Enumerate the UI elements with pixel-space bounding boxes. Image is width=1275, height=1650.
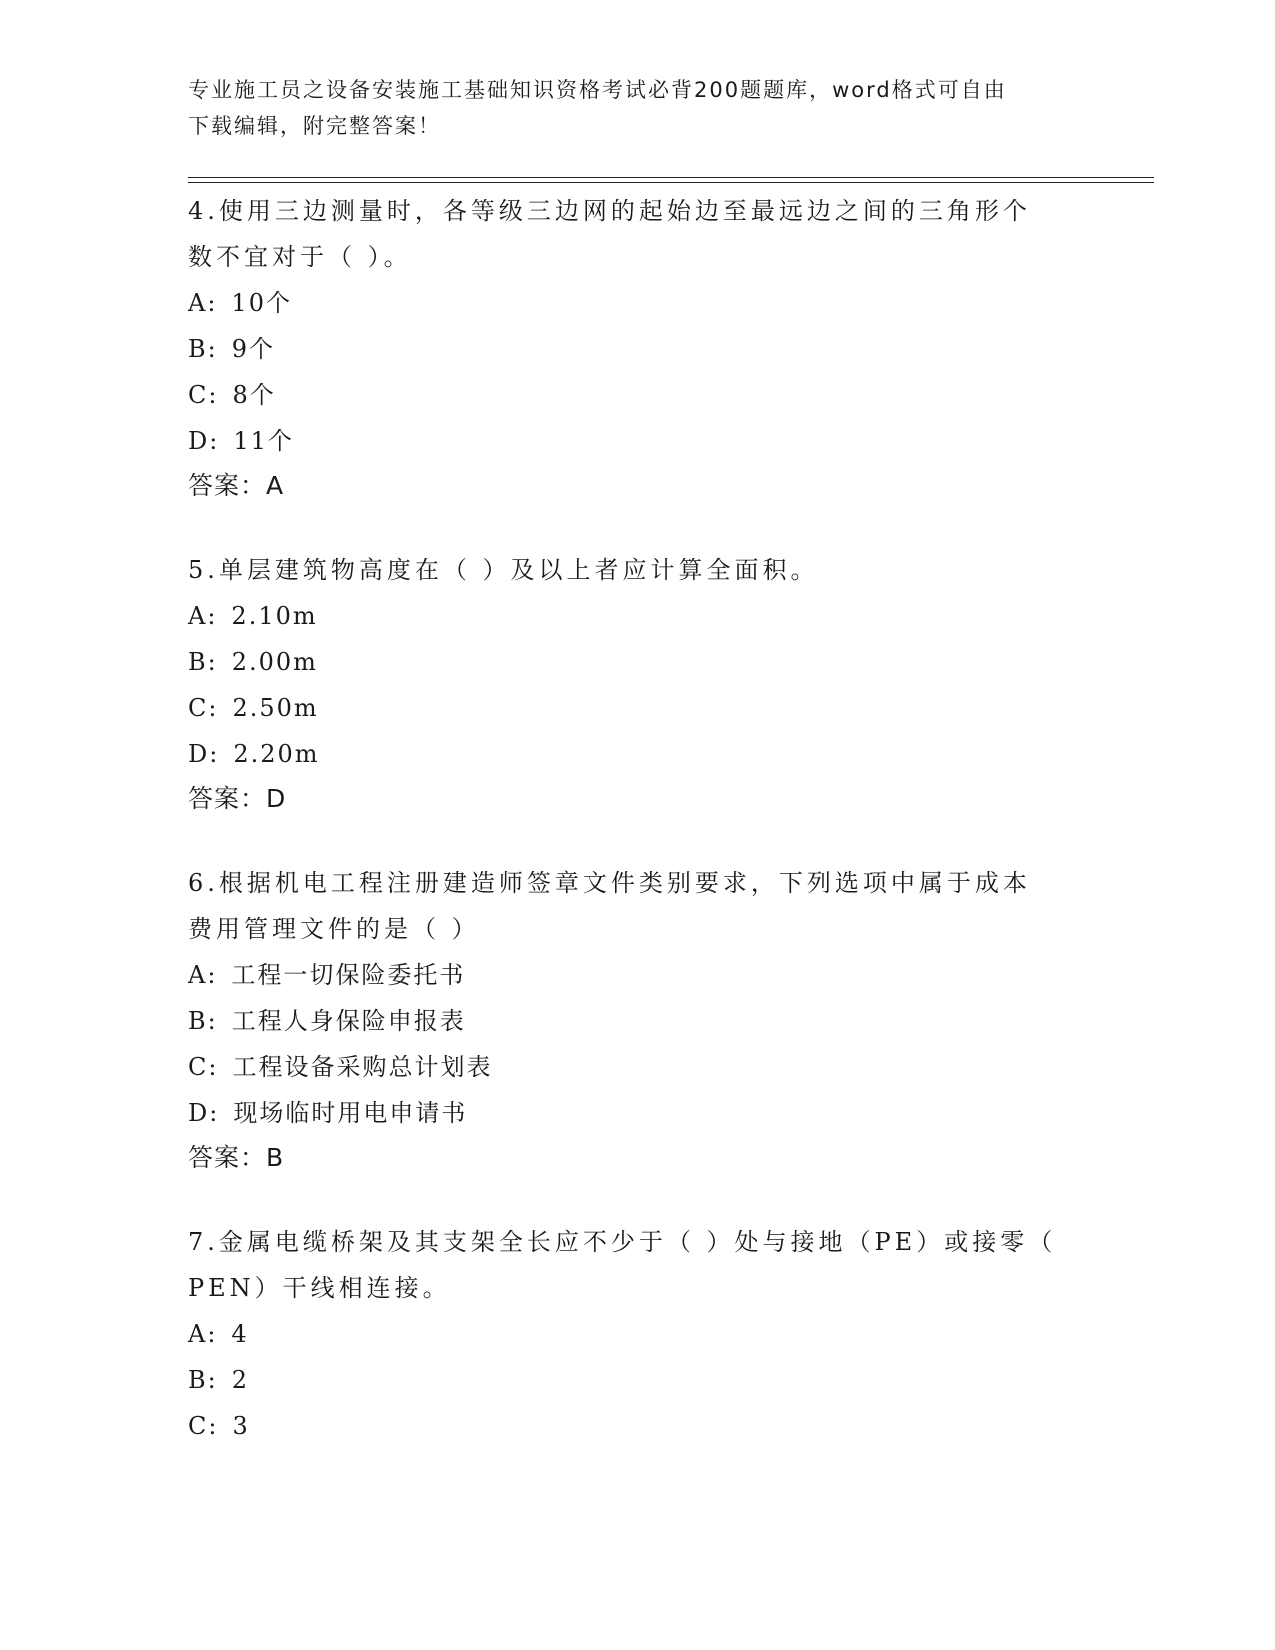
option-d — [188, 418, 1088, 464]
option-key: C: — [188, 381, 219, 409]
option-key: A: — [188, 961, 218, 989]
option-a — [188, 952, 1088, 998]
option-text: 2.50m — [232, 694, 319, 722]
option-key: C: — [188, 1412, 219, 1440]
option-key: A: — [188, 1320, 218, 1348]
option-text: 现场临时用电申请书 — [233, 1099, 468, 1127]
option-text: 8个 — [232, 381, 276, 409]
option-c — [188, 685, 1088, 731]
option-b — [188, 998, 1088, 1044]
option-key: D: — [188, 427, 220, 455]
option-text: 4 — [231, 1320, 249, 1348]
option-d — [188, 731, 1088, 777]
question-stem-line: 4.使用三边测量时，各等级三边网的起始边至最远边之间的三角形个 — [188, 197, 1031, 225]
option-key: B: — [188, 1366, 218, 1394]
question-7 — [188, 1219, 1088, 1449]
option-key: B: — [188, 648, 218, 676]
option-text: 3 — [232, 1412, 250, 1440]
option-b — [188, 639, 1088, 685]
document-header — [188, 72, 1068, 144]
question-stem-line: PEN）干线相连接。 — [188, 1274, 451, 1302]
option-text: 工程人身保险申报表 — [231, 1007, 466, 1035]
option-text: 工程一切保险委托书 — [231, 961, 466, 989]
option-text: 工程设备采购总计划表 — [232, 1053, 493, 1081]
option-key: D: — [188, 740, 220, 768]
option-key: A: — [188, 602, 218, 630]
option-c — [188, 1044, 1088, 1090]
option-a — [188, 1311, 1088, 1357]
option-text: 2.20m — [233, 740, 320, 768]
header-divider-top — [188, 177, 1154, 178]
option-text: 2 — [231, 1366, 250, 1394]
question-stem-line: 7.金属电缆桥架及其支架全长应不少于（ ）处与接地（PE）或接零（ — [188, 1228, 1057, 1256]
answer-line: 答案：A — [188, 471, 285, 500]
header-divider-bottom — [188, 182, 1154, 183]
option-key: B: — [188, 335, 218, 363]
option-b — [188, 326, 1088, 372]
option-b — [188, 1357, 1088, 1403]
option-c — [188, 1403, 1088, 1449]
header-line-2: 下载编辑，附完整答案！ — [188, 114, 441, 138]
option-text: 2.00m — [231, 648, 318, 676]
option-key: A: — [188, 289, 218, 317]
question-list — [188, 188, 1088, 1488]
question-stem-line: 费用管理文件的是（ ） — [188, 915, 480, 943]
option-d — [188, 1090, 1088, 1136]
option-key: B: — [188, 1007, 218, 1035]
option-text: 9个 — [231, 335, 276, 363]
question-stem-line: 6.根据机电工程注册建造师签章文件类别要求，下列选项中属于成本 — [188, 869, 1031, 897]
option-key: C: — [188, 1053, 219, 1081]
question-6 — [188, 860, 1088, 1180]
option-c — [188, 372, 1088, 418]
question-4 — [188, 188, 1088, 508]
header-line-1: 专业施工员之设备安装施工基础知识资格考试必背200题题库，word格式可自由 — [188, 78, 1007, 102]
question-stem-line: 5.单层建筑物高度在（ ）及以上者应计算全面积。 — [188, 556, 819, 584]
answer-line: 答案：D — [188, 784, 287, 813]
option-key: D: — [188, 1099, 220, 1127]
option-text: 2.10m — [231, 602, 318, 630]
option-key: C: — [188, 694, 219, 722]
option-text: 10个 — [231, 289, 292, 317]
question-stem-line: 数不宜对于（ ）。 — [188, 243, 412, 271]
answer-line: 答案：B — [188, 1143, 285, 1172]
question-5 — [188, 547, 1088, 821]
option-a — [188, 280, 1088, 326]
option-a — [188, 593, 1088, 639]
option-text: 11个 — [233, 427, 294, 455]
